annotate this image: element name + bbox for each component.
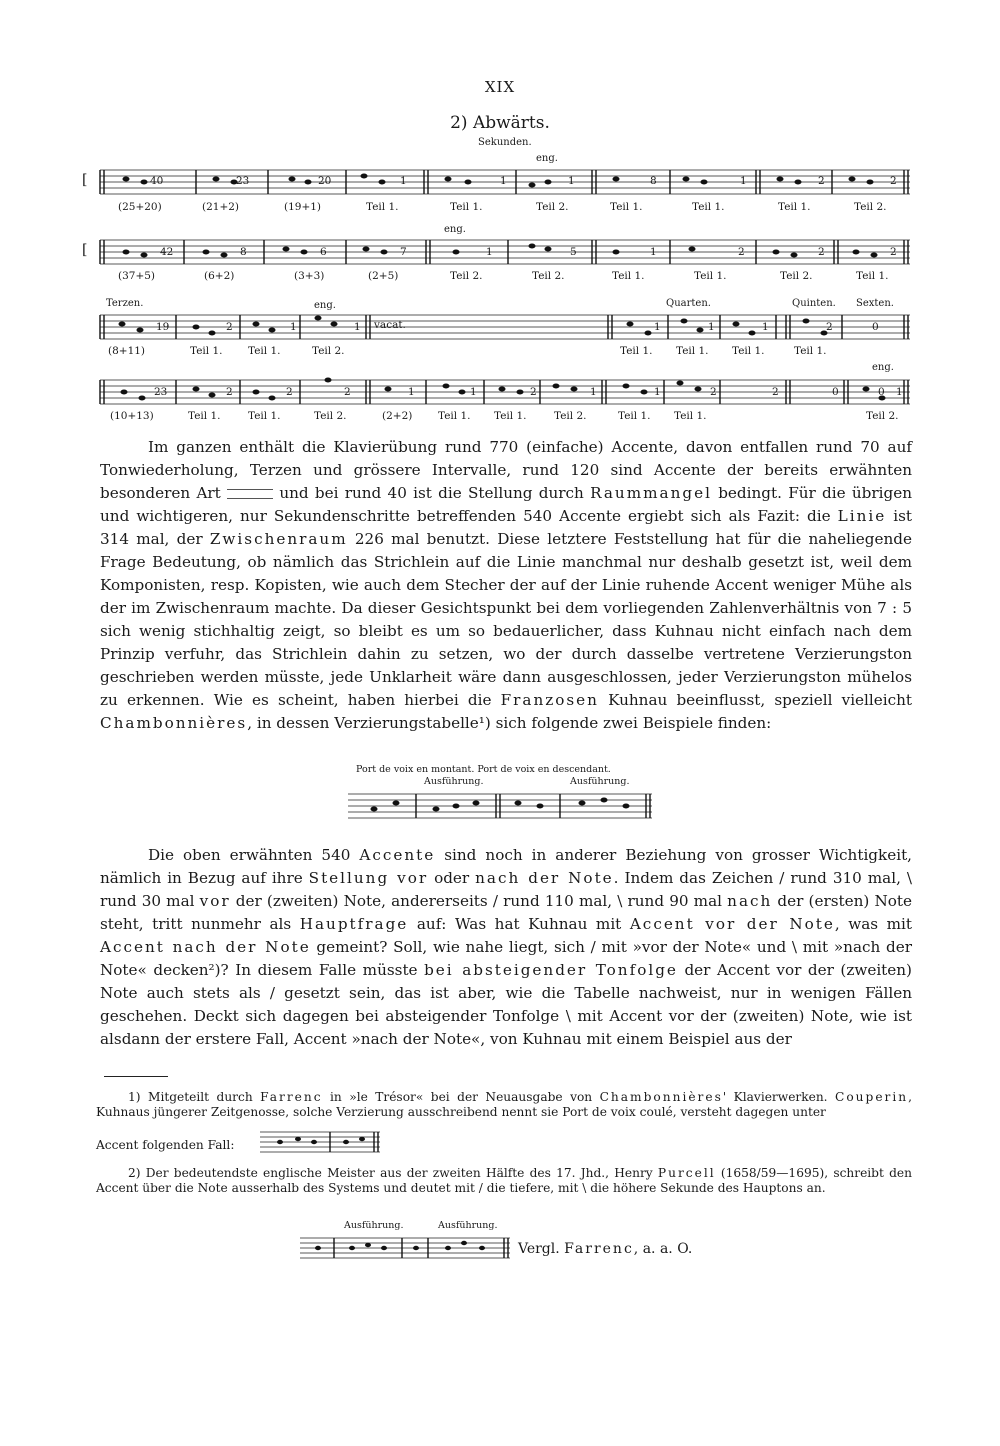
row-label: (19+1) <box>284 201 322 213</box>
emphasis: Raummangel <box>590 484 712 502</box>
count: 7 <box>400 246 407 258</box>
count: 1 <box>290 321 297 333</box>
emphasis: Linie <box>837 507 887 525</box>
paragraph-2 <box>100 844 912 1051</box>
row-label: Teil 1. <box>694 270 727 282</box>
count: 1 <box>896 386 903 398</box>
emphasis: Farrenc <box>260 1090 323 1104</box>
text: Vergl. <box>518 1241 565 1257</box>
staff-brace: [ <box>82 242 88 258</box>
text: in »le Trésor« bei der Neuausgabe von <box>322 1090 600 1104</box>
count: 2 <box>772 386 779 398</box>
count: 1 <box>400 175 407 187</box>
count: 40 <box>150 175 164 187</box>
count: 1 <box>762 321 769 333</box>
staff-row-2 <box>96 236 916 270</box>
emphasis: nach <box>727 892 773 910</box>
text: der (ersten) Note steht, tritt nunmehr als <box>100 892 912 933</box>
emphasis: bei absteigender Tonfolge <box>424 961 678 979</box>
row-label: (25+20) <box>118 201 162 213</box>
count: 1 <box>654 321 661 333</box>
text: bedingt. Für die übrigen und wichtigeren, nur Sekundenschritte betreffenden 540 Accente ergiebt sich als Fazit: die <box>100 484 912 525</box>
sexten-label: Sexten. <box>856 298 894 309</box>
row-label: (10+13) <box>110 410 154 422</box>
count: 0 <box>832 386 839 398</box>
row-label: Teil 1. <box>494 410 527 422</box>
row-label: Teil 1. <box>610 201 643 213</box>
count: 2 <box>818 246 825 258</box>
row-label: Teil 1. <box>732 345 765 357</box>
row-label: Teil 1. <box>778 201 811 213</box>
row-label: Teil 2. <box>314 410 347 422</box>
count: 0 <box>878 386 885 398</box>
text: 226 mal benutzt. Diese letztere Feststellung hat für die naheliegende Frage Bedeutung, ob nämlich das Strichlein auf die Linie manchmal nur deshalb gesetzt ist, weil dem Komponisten, resp. Kopisten, wie auch dem Stecher der auf der Linie ruhende Accent weniger Mühe als der im Zwischenraum machte. Da dieser Gesichtspunkt bei dem vorliegenden Zahlenverhältnis von 7 : 5 sich wenig stichhaltig zeigt, so bleibt es um so bedauerlicher, dass Kuhnau nicht einfach nach dem Prinzip verfuhr, das Strichlein dahin zu setzen, wo der durch dasselbe vertretene Verzierungston geschrieben werden müsste, jede Unklarheit wäre dann ausgeschlossen, jeder Verzierungston mühelos zu erkennen. Wie es scheint, haben hierbei die <box>100 530 912 709</box>
footnote-2 <box>96 1166 912 1197</box>
count: 23 <box>154 386 168 398</box>
eng-label-1: eng. <box>536 153 558 164</box>
count: 2 <box>890 246 897 258</box>
count: 0 <box>872 321 879 333</box>
row-label: Teil 1. <box>366 201 399 213</box>
row-label: Teil 2. <box>312 345 345 357</box>
emphasis: Stellung vor <box>308 869 429 887</box>
count: 2 <box>530 386 537 398</box>
emphasis: Chambonnières <box>599 1090 723 1104</box>
count: 19 <box>156 321 170 333</box>
text: , was mit <box>834 915 912 933</box>
text: , in dessen Verzierungstabelle¹) sich folgende zwei Beispiele finden: <box>247 714 772 732</box>
row-label: Teil 2. <box>854 201 887 213</box>
eng-label-4: eng. <box>872 362 894 373</box>
row-label: (2+5) <box>368 270 399 282</box>
sekunden-label: Sekunden. <box>478 137 532 148</box>
count: 2 <box>286 386 293 398</box>
example-label-2: Ausführung. <box>570 776 630 787</box>
page-number: XIX <box>484 78 516 96</box>
staff-brace: [ <box>82 172 88 188</box>
row-label: Teil 1. <box>794 345 827 357</box>
row-label: Teil 2. <box>536 201 569 213</box>
row-label: Teil 2. <box>450 270 483 282</box>
footnote-1 <box>96 1090 912 1121</box>
example-title: Port de voix en montant. Port de voix en descendant. <box>356 764 611 775</box>
text: 2) Der bedeutendste englische Meister aus der zweiten Hälfte des 17. Jhd., Henry <box>128 1166 658 1180</box>
text: . Indem das Zeichen / rund 310 mal, \ rund 30 mal <box>100 869 912 910</box>
count: 1 <box>354 321 361 333</box>
count: 1 <box>568 175 575 187</box>
vacat-label: vacat. <box>374 319 406 331</box>
emphasis: Accent vor der Note <box>629 915 835 933</box>
row-label: Teil 1. <box>438 410 471 422</box>
row-label: Teil 2. <box>866 410 899 422</box>
eng-label-3: eng. <box>314 300 336 311</box>
count: 2 <box>738 246 745 258</box>
emphasis: vor <box>199 892 231 910</box>
row-label: Teil 2. <box>780 270 813 282</box>
row-label: Teil 1. <box>620 345 653 357</box>
inline-music-sign <box>227 489 273 499</box>
count: 8 <box>240 246 247 258</box>
staff-row-4 <box>96 376 916 410</box>
emphasis: Accente <box>359 846 436 864</box>
text: , a. a. O. <box>633 1241 693 1257</box>
emphasis: Couperin <box>835 1090 909 1104</box>
emphasis: Farrenc <box>564 1241 634 1257</box>
text: gemeint? Soll, wie nahe liegt, sich / mit »vor der Note« und \ mit »nach der Note« decken²)? In diesem Falle müsste <box>100 938 912 979</box>
text: Im ganzen enthält die Klavierübung rund 770 (einfache) Accente, davon entfallen rund 70 auf Tonwiederholung, Terzen und grössere Intervalle, rund 120 sind Accente der bereits erwähnten besonderen Art <box>100 438 912 502</box>
terzen-label: Terzen. <box>106 298 144 309</box>
text: 1) Mitgeteilt durch <box>128 1090 261 1104</box>
quarten-label: Quarten. <box>666 298 711 309</box>
row-label: Teil 1. <box>188 410 221 422</box>
count: 1 <box>740 175 747 187</box>
row-label: Teil 2. <box>532 270 565 282</box>
text: der Accent vor der (zweiten) Note auch stets als / gesetzt sein, das ist aber, wie die Tabelle nachweist, nur in wenigen Fällen geschehen. Deckt sich dagegen bei absteigender Tonfolge \ mit Accent vor der (zweiten) Note, wie ist alsdann der erstere Fall, Accent »nach der Note«, von Kuhnau mit einem Beispiel aus der <box>100 961 912 1048</box>
row-label: Teil 1. <box>190 345 223 357</box>
row-label: Teil 1. <box>674 410 707 422</box>
text: ist 314 mal, der <box>100 507 912 548</box>
text: , Kuhnaus jüngerer Zeitgenosse, solche Verzierung ausschreibend nennt sie Port de voix coulé, versteht dagegen unter <box>96 1090 912 1120</box>
footnote-2-label-2: Ausführung. <box>438 1220 498 1231</box>
section-heading: 2) Abwärts. <box>450 113 550 133</box>
count: 1 <box>708 321 715 333</box>
row-label: (21+2) <box>202 201 240 213</box>
row-label: Teil 2. <box>554 410 587 422</box>
count: 1 <box>654 386 661 398</box>
staff-row-3 <box>96 311 916 345</box>
count: 2 <box>226 321 233 333</box>
emphasis: Purcell <box>657 1166 716 1180</box>
emphasis: Hauptfrage <box>299 915 409 933</box>
emphasis: Franzosen <box>500 691 599 709</box>
row-label: Teil 1. <box>618 410 651 422</box>
text: Die oben erwähnten 540 <box>148 846 360 864</box>
footnote-rule <box>104 1076 168 1077</box>
footnote-2-reference <box>518 1241 692 1257</box>
eng-label-2: eng. <box>444 224 466 235</box>
count: 23 <box>236 175 250 187</box>
paragraph-1 <box>100 436 912 735</box>
example-label-1: Ausführung. <box>424 776 484 787</box>
count: 2 <box>226 386 233 398</box>
music-example-1 <box>346 790 656 824</box>
text: oder <box>428 869 476 887</box>
text: (1658/59—1695), schreibt den Accent über die Note ausserhalb des Systems und deutet mit / die tiefere, mit \ die höhere Sekunde des Hauptons an. <box>96 1166 912 1196</box>
footnote-1-music <box>258 1128 384 1158</box>
footnote-2-music <box>298 1234 514 1264</box>
emphasis: Zwischenraum <box>209 530 348 548</box>
count: 2 <box>826 321 833 333</box>
count: 1 <box>590 386 597 398</box>
row-label: Teil 1. <box>612 270 645 282</box>
row-label: Teil 1. <box>692 201 725 213</box>
text: Kuhnau beeinflusst, speziell vielleicht <box>598 691 912 709</box>
count: 2 <box>710 386 717 398</box>
row-label: Teil 1. <box>856 270 889 282</box>
row-label: Teil 1. <box>248 345 281 357</box>
text: ' Klavierwerken. <box>722 1090 836 1104</box>
count: 1 <box>408 386 415 398</box>
count: 42 <box>160 246 174 258</box>
count: 6 <box>320 246 327 258</box>
count: 2 <box>890 175 897 187</box>
footnote-1-accent-label: Accent folgenden Fall: <box>96 1138 235 1152</box>
emphasis: Accent nach der Note <box>100 938 311 956</box>
count: 1 <box>500 175 507 187</box>
emphasis: nach der Note <box>475 869 614 887</box>
quinten-label: Quinten. <box>792 298 836 309</box>
count: 1 <box>486 246 493 258</box>
count: 20 <box>318 175 332 187</box>
count: 5 <box>570 246 577 258</box>
count: 8 <box>650 175 657 187</box>
text: und bei rund 40 ist die Stellung durch <box>273 484 591 502</box>
row-label: (3+3) <box>294 270 325 282</box>
row-label: (2+2) <box>382 410 413 422</box>
row-label: Teil 1. <box>676 345 709 357</box>
row-label: Teil 1. <box>248 410 281 422</box>
row-label: (6+2) <box>204 270 235 282</box>
count: 2 <box>818 175 825 187</box>
count: 1 <box>470 386 477 398</box>
emphasis: Chambonnières <box>100 714 248 732</box>
row-label: (8+11) <box>108 345 146 357</box>
row-label: Teil 1. <box>450 201 483 213</box>
text: auf: Was hat Kuhnau mit <box>408 915 630 933</box>
text: sind noch in anderer Beziehung von grosser Wichtigkeit, nämlich in Bezug auf ihre <box>100 846 913 887</box>
text: der (zweiten) Note, andererseits / rund 110 mal, \ rund 90 mal <box>230 892 728 910</box>
footnote-2-label-1: Ausführung. <box>344 1220 404 1231</box>
count: 2 <box>344 386 351 398</box>
count: 1 <box>650 246 657 258</box>
row-label: (37+5) <box>118 270 156 282</box>
